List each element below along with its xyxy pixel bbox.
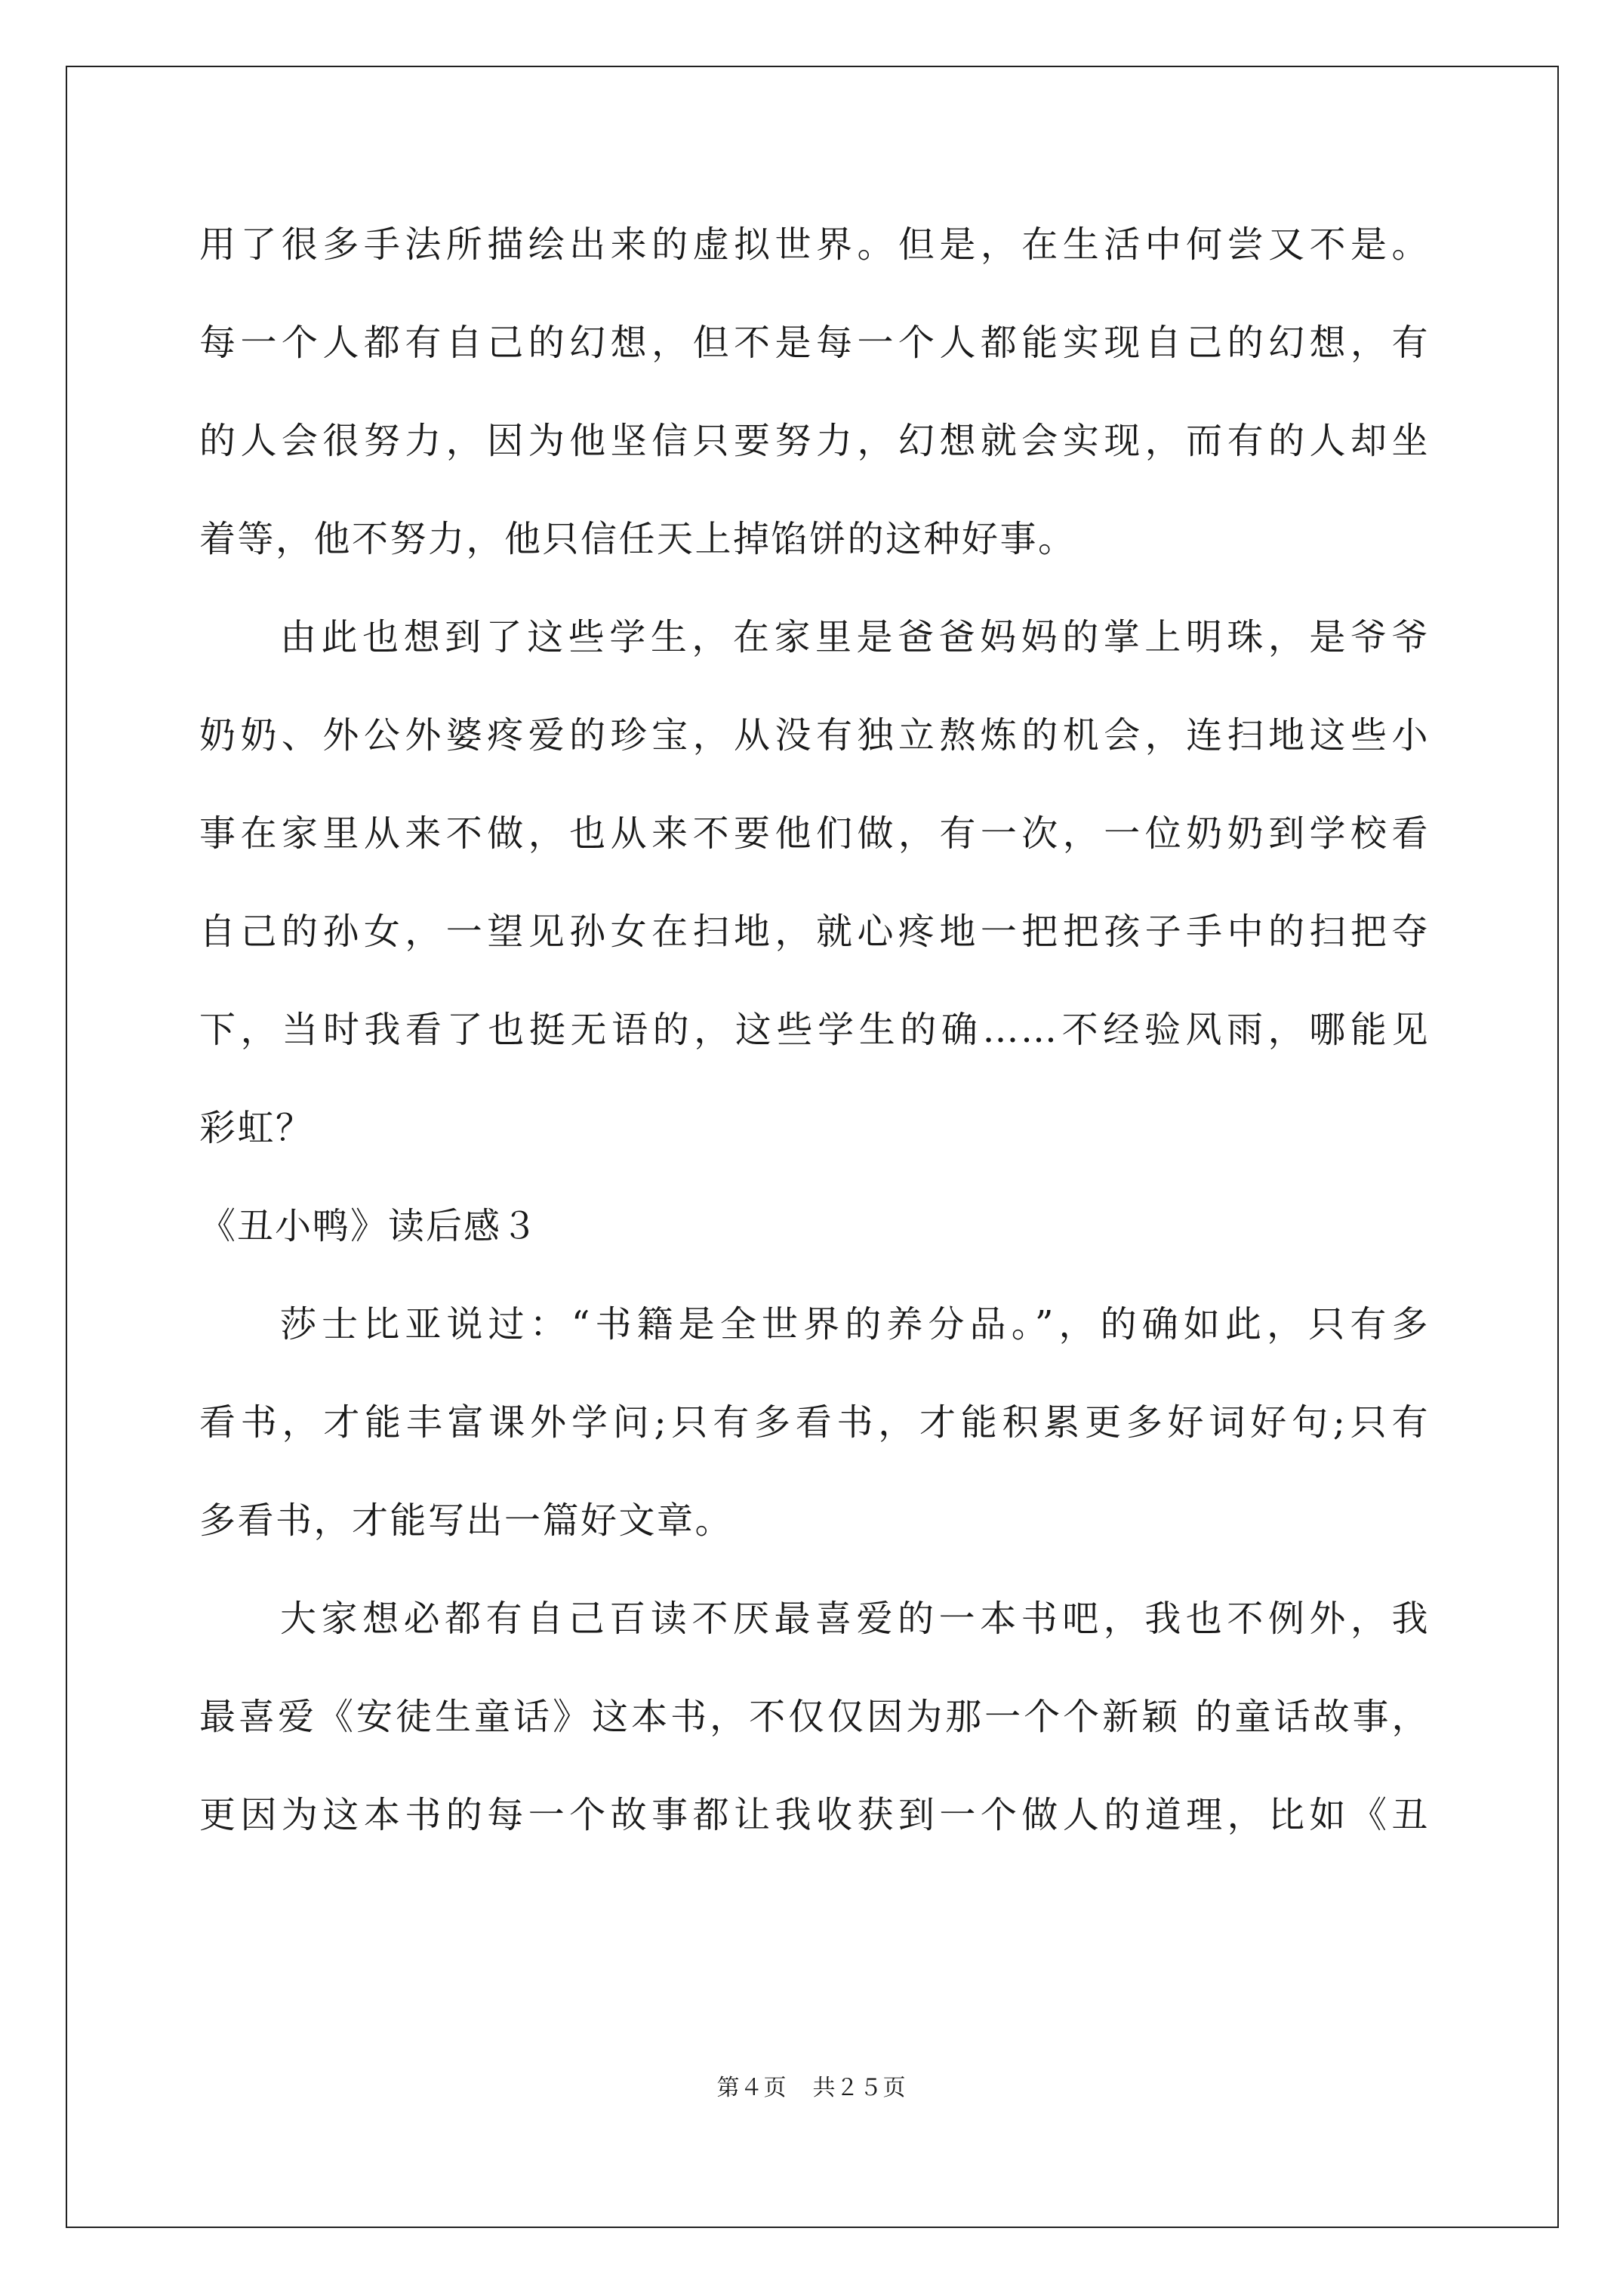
document-body (199, 207, 1430, 1875)
paragraph-line: 由此也想到了这些学生，在家里是爸爸妈妈的掌上明珠，是爷爷 (280, 616, 1430, 658)
paragraph-line: 莎士比亚说过：“书籍是全世界的养分品。”，的确如此，只有多 (280, 1303, 1430, 1345)
paragraph-line: 彩虹？ (199, 1107, 314, 1149)
paragraph-line: 自己的孙女，一望见孙女在扫地，就心疼地一把把孩子手中的扫把夺 (199, 911, 1430, 953)
paragraph-line: 看书，才能丰富课外学问;只有多看书，才能积累更多好词好句;只有 (199, 1401, 1430, 1444)
paragraph-line: 用了很多手法所描绘出来的虚拟世界。但是，在生活中何尝又不是。 (199, 223, 1430, 266)
paragraph-line: 的人会很努力，因为他坚信只要努力，幻想就会实现，而有的人却坐 (199, 420, 1430, 462)
paragraph-line: 着等，他不努力，他只信任天上掉馅饼的这种好事。 (199, 518, 1076, 560)
paragraph-line: 每一个人都有自己的幻想，但不是每一个人都能实现自己的幻想，有 (199, 322, 1430, 364)
paragraph-line: 大家想必都有自己百读不厌最喜爱的一本书吧，我也不例外，我 (280, 1598, 1430, 1640)
paragraph-line: 更因为这本书的每一个故事都让我收获到一个做人的道理，比如《丑 (199, 1794, 1430, 1836)
paragraph-line: 多看书，才能写出一篇好文章。 (199, 1499, 734, 1542)
section-heading: 《丑小鸭》读后感３ (199, 1205, 540, 1247)
paragraph-line: 奶奶、外公外婆疼爱的珍宝，从没有独立熬炼的机会，连扫地这些小 (199, 714, 1430, 757)
paragraph-line: 事在家里从来不做，也从来不要他们做，有一次，一位奶奶到学校看 (199, 812, 1430, 855)
page-number: 第４页 (716, 2075, 787, 2101)
page-total: 共２５页 (812, 2075, 907, 2101)
paragraph-line: 最喜爱《安徒生童话》这本书，不仅仅因为那一个个新颖 的童话故事， (199, 1696, 1430, 1738)
page-footer (0, 2069, 1623, 2102)
paragraph-line: 下，当时我看了也挺无语的，这些学生的确……不经验风雨，哪能见 (199, 1009, 1430, 1051)
